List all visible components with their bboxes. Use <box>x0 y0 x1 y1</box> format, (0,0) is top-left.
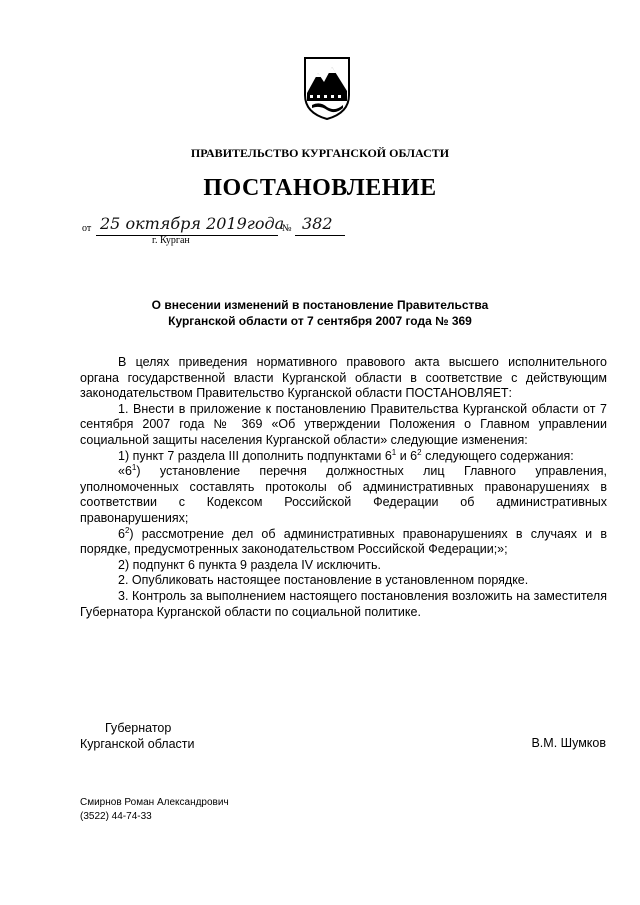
paragraph-subitem-2: 2) подпункт 6 пункта 9 раздела IV исключить. <box>118 557 381 572</box>
text-fragment: «6 <box>118 464 132 479</box>
text-fragment: и 6 <box>396 448 418 463</box>
paragraph-item-2: 2. Опубликовать настоящее постановление в установленном порядке. <box>118 573 529 588</box>
superscript: 2 <box>417 447 422 457</box>
text-fragment: 1) пункт 7 раздела III дополнить подпунктами 6 <box>118 448 392 463</box>
subject-line-2: Курганской области от 7 сентября 2007 года № 369 <box>168 314 472 328</box>
paragraph-item-1: 1. Внести в приложение к постановлению Правительства Курганской области от 7 сентября 2007 года № 369 «Об утверждении Положения о Главном управлении социальной защиты населения Курганской области» следующие изменения: <box>80 401 607 447</box>
superscript: 2 <box>124 525 130 535</box>
date-handwritten: 25 октября 2019года <box>100 214 285 233</box>
paragraph-item-3: 3. Контроль за выполнением настоящего постановления возложить на заместителя Губернатора Курганской области по социальной политике. <box>80 588 607 619</box>
number-handwritten: 382 <box>302 214 333 233</box>
subject-line-1: О внесении изменений в постановление Правительства <box>151 298 489 312</box>
signatory-title-line-2: Курганской области <box>80 737 195 751</box>
executor-info <box>80 796 229 824</box>
paragraph-quote-6-2 <box>80 527 607 558</box>
text-fragment: ) установление перечня должностных лиц Главного управления, уполномоченных составлять протоколы об административных правонарушениях в соответствии с Кодексом Российской Федерации об административных правонарушениях; <box>80 464 607 525</box>
government-title: ПРАВИТЕЛЬСТВО КУРГАНСКОЙ ОБЛАСТИ <box>190 146 450 160</box>
signatory-title-line-1: Губернатор <box>105 721 172 735</box>
date-number-line <box>82 214 362 244</box>
text-fragment: ) рассмотрение дел об административных правонарушениях в случаях и в порядке, предусмотренных законодательством Российской Федерации;»; <box>80 526 607 557</box>
city: г. Курган <box>152 235 190 246</box>
text-fragment: следующего содержания: <box>421 448 574 463</box>
paragraph-quote-6-1 <box>80 464 607 526</box>
coat-of-arms-icon <box>302 55 352 121</box>
signatory-name: В.М. Шумков <box>531 736 606 750</box>
number-underline <box>295 235 345 236</box>
executor-phone: (3522) 44-74-33 <box>80 811 152 822</box>
superscript: 1 <box>391 447 397 457</box>
signatory-title <box>80 720 195 752</box>
document-body <box>80 355 607 620</box>
executor-name: Смирнов Роман Александрович <box>80 797 229 808</box>
document-type: ПОСТАНОВЛЕНИЕ <box>203 175 437 201</box>
paragraph-subitem-1 <box>80 449 607 465</box>
document-subject <box>80 297 560 329</box>
date-prefix: от <box>82 223 92 234</box>
superscript: 1 <box>131 463 137 472</box>
number-prefix: № <box>282 223 292 234</box>
paragraph-preamble: В целях приведения нормативного правового акта высшего исполнительного органа государственной власти Курганской области в соответствие с действующим законодательством Правительство Курганской области ПОСТАНОВЛЯЕТ: <box>80 355 607 401</box>
text-fragment: 6 <box>118 526 125 541</box>
